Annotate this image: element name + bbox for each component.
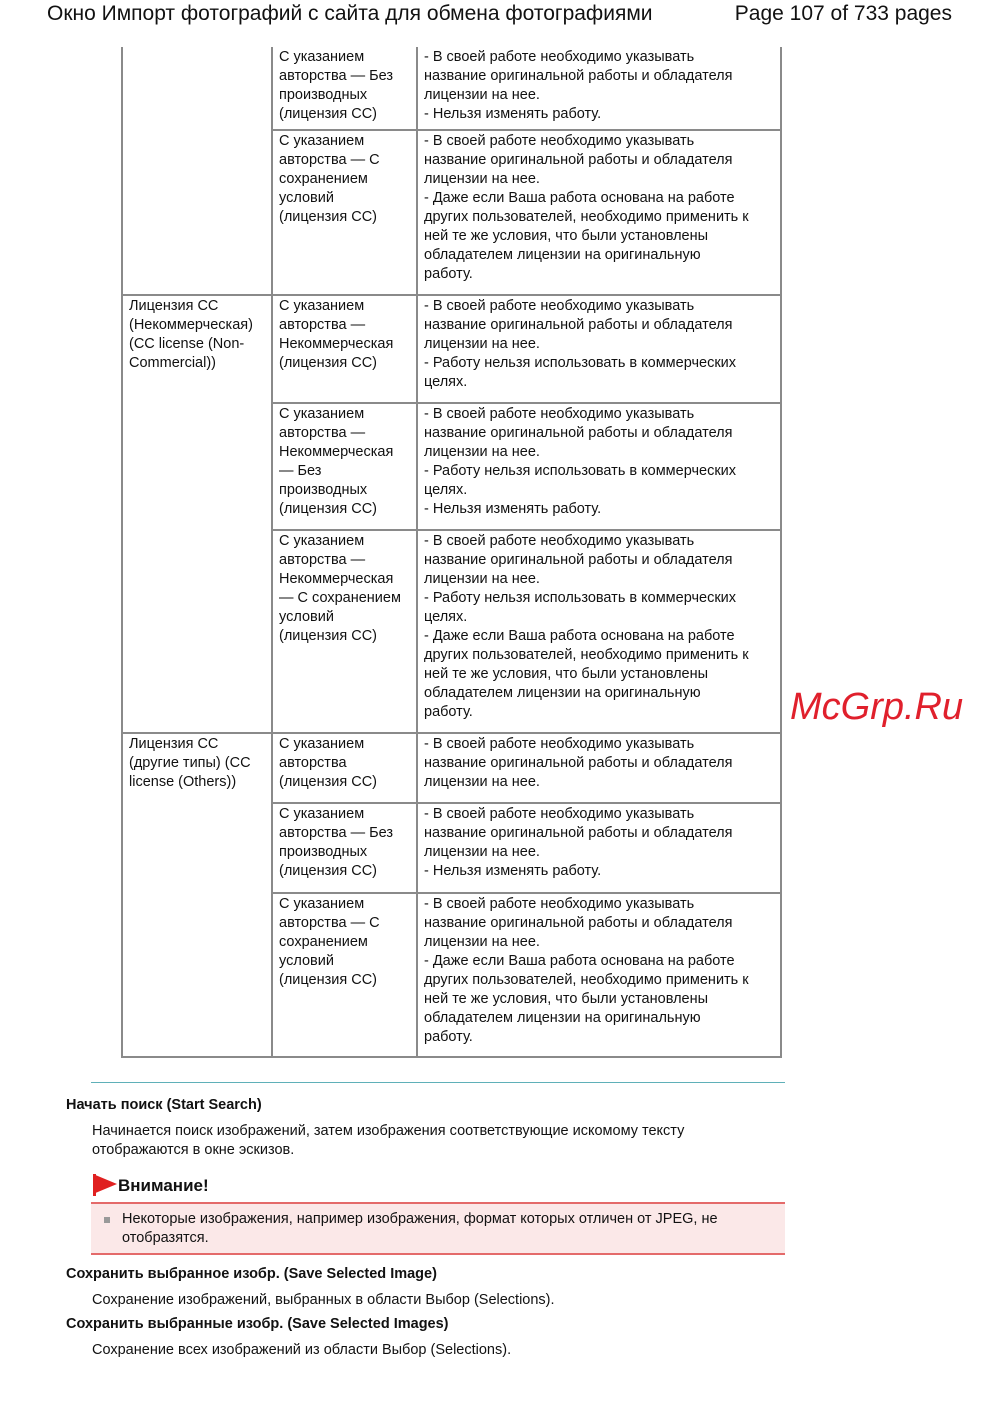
license-description-cell: - В своей работе необходимо указывать название оригинальной работы и обладателя лицензии на нее. - Нельзя изменять работу. — [417, 803, 781, 893]
license-type-cell: С указанием авторства — Без производных (лицензия CC) — [272, 803, 417, 893]
table-row — [122, 47, 781, 130]
section-divider — [91, 1082, 785, 1083]
caution-box — [91, 1202, 785, 1255]
save-selected-image-text: Сохранение изображений, выбранных в области Выбор (Selections). — [92, 1292, 555, 1308]
table-row — [122, 295, 781, 403]
license-table — [121, 47, 782, 1058]
license-description-cell: - В своей работе необходимо указывать название оригинальной работы и обладателя лицензии на нее. - Даже если Ваша работа основана на работе других пользователей, необходимо применить к ней те же условия, что были установлены обладателем лицензии на оригинальную работу. — [417, 130, 781, 295]
save-selected-images-heading: Сохранить выбранные изобр. (Save Selected Images) — [66, 1316, 449, 1332]
flag-icon — [93, 1174, 117, 1194]
caution-text: Некоторые изображения, например изображения, формат которых отличен от JPEG, не отобразятся. — [122, 1211, 718, 1246]
license-type-cell: С указанием авторства — Некоммерческая — С сохранением условий (лицензия CC) — [272, 530, 417, 733]
start-search-heading: Начать поиск (Start Search) — [66, 1097, 262, 1113]
page-title: Окно Импорт фотографий с сайта для обмена фотографиями — [47, 2, 653, 25]
license-type-cell: С указанием авторства — Без производных (лицензия CC) — [272, 47, 417, 130]
start-search-text: Начинается поиск изображений, затем изображения соответствующие искомому тексту отображаются в окне эскизов. — [92, 1123, 685, 1158]
license-category-cell — [122, 47, 272, 295]
license-description-cell: - В своей работе необходимо указывать название оригинальной работы и обладателя лицензии на нее. - Нельзя изменять работу. — [417, 47, 781, 130]
license-description-cell: - В своей работе необходимо указывать название оригинальной работы и обладателя лицензии на нее. — [417, 733, 781, 803]
save-selected-image-heading: Сохранить выбранное изобр. (Save Selected Image) — [66, 1266, 437, 1282]
license-type-cell: С указанием авторства — Некоммерческая — Без производных (лицензия CC) — [272, 403, 417, 530]
watermark: McGrp.Ru — [790, 686, 964, 728]
license-description-cell: - В своей работе необходимо указывать название оригинальной работы и обладателя лицензии на нее. - Работу нельзя использовать в коммерческих целях. - Нельзя изменять работу. — [417, 403, 781, 530]
license-description-cell: - В своей работе необходимо указывать название оригинальной работы и обладателя лицензии на нее. - Работу нельзя использовать в коммерческих целях. - Даже если Ваша работа основана на работе других пользователей, необходимо применить к ней те же условия, что были установлены обладателем лицензии на оригинальную работу. — [417, 530, 781, 733]
page-number: Page 107 of 733 pages — [734, 2, 952, 25]
caution-title: Внимание! — [118, 1176, 209, 1195]
license-type-cell: С указанием авторства — С сохранением условий (лицензия CC) — [272, 893, 417, 1057]
license-category-cell: Лицензия CC (Некоммерческая) (CC license (Non- Commercial)) — [122, 295, 272, 733]
bullet-icon — [104, 1217, 110, 1223]
table-row — [122, 733, 781, 803]
license-description-cell: - В своей работе необходимо указывать название оригинальной работы и обладателя лицензии на нее. - Даже если Ваша работа основана на работе других пользователей, необходимо применить к ней те же условия, что были установлены обладателем лицензии на оригинальную работу. — [417, 893, 781, 1057]
license-category-cell: Лицензия CC (другие типы) (CC license (Others)) — [122, 733, 272, 1057]
save-selected-images-text: Сохранение всех изображений из области Выбор (Selections). — [92, 1342, 512, 1358]
license-type-cell: С указанием авторства (лицензия CC) — [272, 733, 417, 803]
license-type-cell: С указанием авторства — Некоммерческая (лицензия CC) — [272, 295, 417, 403]
license-type-cell: С указанием авторства — С сохранением условий (лицензия CC) — [272, 130, 417, 295]
license-description-cell: - В своей работе необходимо указывать название оригинальной работы и обладателя лицензии на нее. - Работу нельзя использовать в коммерческих целях. — [417, 295, 781, 403]
